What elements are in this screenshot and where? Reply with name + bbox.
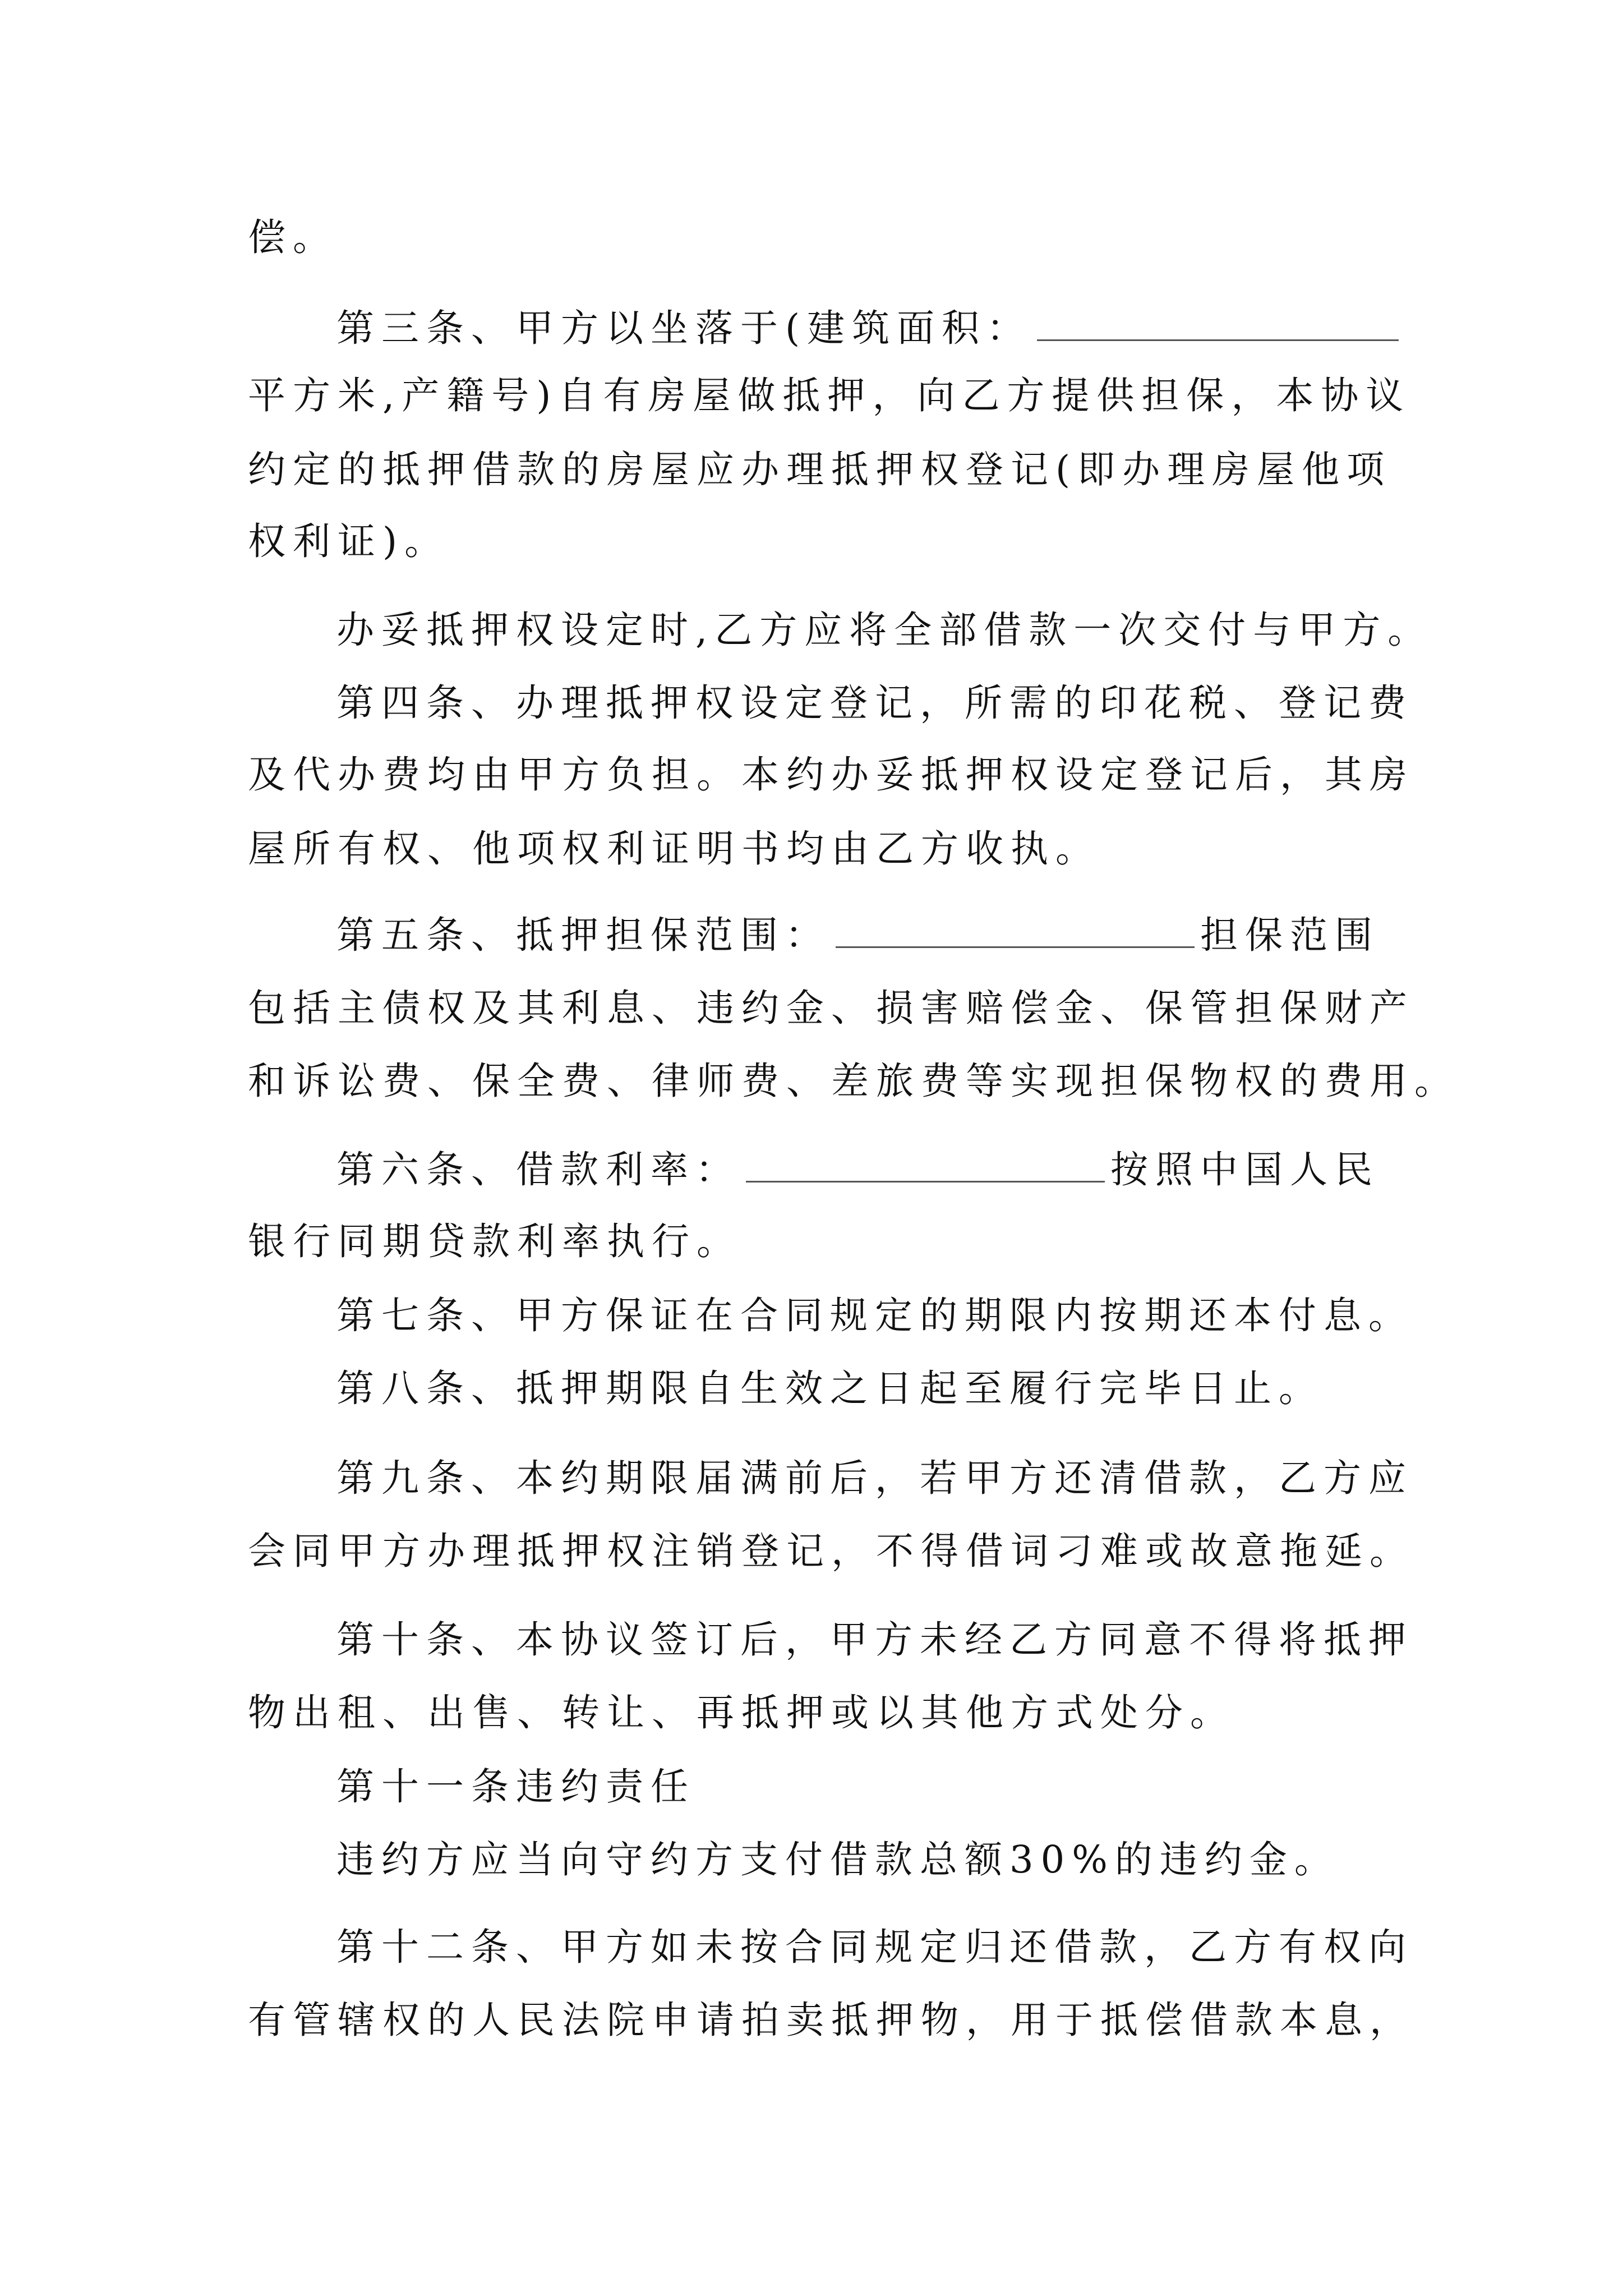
text-line: 包括主债权及其利息、违约金、损害赔偿金、保管担保财产 [248,986,1414,1030]
text-line: 违约方应当向守约方支付借款总额30%的违约金。 [336,1838,1339,1881]
text-line: 平方米,产籍号)自有房屋做抵押，向乙方提供担保，本协议 [248,374,1411,417]
text-segment: 第六条、借款利率： [336,1148,740,1191]
text-line: 权利证)。 [248,519,450,563]
text-segment: 第五条、抵押担保范围： [336,913,830,957]
text-line: 会同甲方办理抵押权注销登记，不得借词刁难或故意拖延。 [248,1529,1414,1573]
text-line: 银行同期贷款利率执行。 [248,1220,741,1263]
clause-11-heading: 第十一条违约责任 [336,1765,695,1809]
clause-8-line: 第八条、抵押期限自生效之日起至履行完毕日止。 [336,1366,1324,1410]
text-segment: 第三条、甲方以坐落于(建筑面积： [336,306,1032,350]
text-line: 及代办费均由甲方负担。本约办妥抵押权设定登记后，其房 [248,753,1414,797]
clause-10-line: 第十条、本协议签订后，甲方未经乙方同意不得将抵押 [336,1618,1413,1662]
clause-4-line: 第四条、办理抵押权设定登记，所需的印花税、登记费 [336,681,1413,725]
text-line: 屋所有权、他项权利证明书均由乙方收执。 [248,827,1100,871]
clause-5-line [336,910,1380,960]
clause-6-line [336,1144,1380,1195]
blank-field [1037,306,1399,341]
clause-3-line [336,303,1404,353]
blank-field [836,913,1195,948]
text-line: 和诉讼费、保全费、律师费、差旅费等实现担保物权的费用。 [248,1059,1459,1103]
clause-12-line: 第十二条、甲方如未按合同规定归还借款，乙方有权向 [336,1925,1413,1969]
text-line: 有管辖权的人民法院申请拍卖抵押物，用于抵偿借款本息， [248,1998,1414,2042]
text-line: 约定的抵押借款的房屋应办理抵押权登记(即办理房屋他项 [248,448,1392,491]
clause-7-line: 第七条、甲方保证在合同规定的期限内按期还本付息。 [336,1294,1413,1337]
text-line: 办妥抵押权设定时,乙方应将全部借款一次交付与甲方。 [336,608,1433,652]
text-line: 物出租、出售、转让、再抵押或以其他方式处分。 [248,1691,1235,1734]
text-segment: 担保范围 [1200,913,1380,957]
clause-9-line: 第九条、本约期限届满前后，若甲方还清借款，乙方应 [336,1456,1413,1500]
text-line: 偿。 [248,215,338,259]
blank-field [746,1147,1105,1182]
text-segment: 按照中国人民 [1110,1148,1380,1191]
